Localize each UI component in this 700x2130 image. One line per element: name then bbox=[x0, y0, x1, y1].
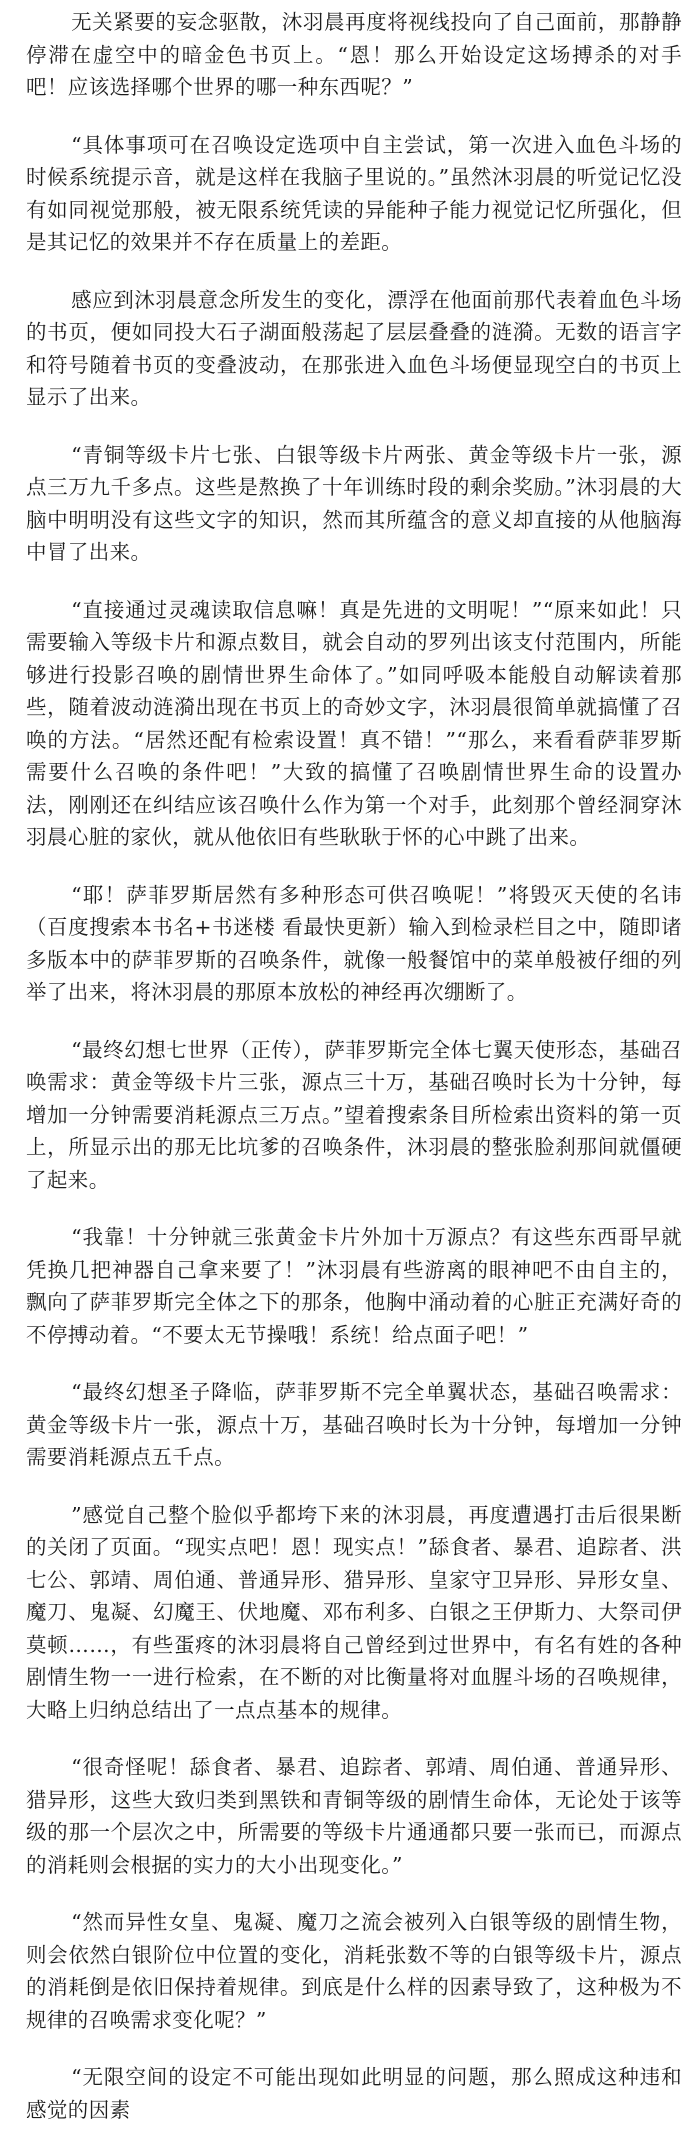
paragraph-1: 无关紧要的妄念驱散，沐羽晨再度将视线投向了自己面前，那静静停滞在虚空中的暗金色书页上。“恩！那么开始设定这场搏杀的对手吧！应该选择哪个世界的哪一种东西呢？” bbox=[26, 10, 682, 99]
paragraph-3: 感应到沐羽晨意念所发生的变化，漂浮在他面前那代表着血色斗场的书页，便如同投大石子湖面般荡起了层层叠叠的涟漪。无数的语言字和符号随着书页的变叠波动，在那张进入血色斗场便显现空白的书页上显示了出来。 bbox=[26, 287, 682, 409]
paragraph-11: “很奇怪呢！舔食者、暴君、追踪者、郭靖、周伯通、普通异形、猎异形，这些大致归类到黑铁和青铜等级的剧情生命体，无论处于该等级的那一个层次之中，所需要的等级卡片通通都只要一张而已，而源点的消耗则会根据的实力的大小出现变化。” bbox=[26, 1755, 682, 1877]
paragraph-9: “最终幻想圣子降临，萨菲罗斯不完全单翼状态，基础召唤需求：黄金等级卡片一张，源点十万，基础召唤时长为十分钟，每增加一分钟需要消耗源点五千点。 bbox=[26, 1380, 682, 1469]
paragraph-8: “我靠！十分钟就三张黄金卡片外加十万源点？有这些东西哥早就凭换几把神器自己拿来要了！”沐羽晨有些游离的眼神吧不由自主的，飘向了萨菲罗斯完全体之下的那条，他胸中涌动着的心脏正充满好奇的不停搏动着。“不要太无节操哦！系统！给点面子吧！” bbox=[26, 1225, 682, 1347]
paragraph-13: “无限空间的设定不可能出现如此明显的问题，那么照成这种违和感觉的因素 bbox=[26, 2065, 682, 2122]
paragraph-10: ”感觉自己整个脸似乎都垮下来的沐羽晨，再度遭遇打击后很果断的关闭了页面。“现实点吧！恩！现实点！”舔食者、暴君、追踪者、洪七公、郭靖、周伯通、普通异形、猎异形、皇家守卫异形、异形女皇、魔刀、鬼凝、幻魔王、伏地魔、邓布利多、白银之王伊斯力、大祭司伊莫顿……，有些蛋疼的沐羽晨将自己曾经到过世界中，有名有姓的各种剧情生物一一进行检索，在不断的对比衡量将对血腥斗场的召唤规律，大略上归纳总结出了一点点基本的规律。 bbox=[26, 1502, 682, 1722]
paragraph-2: “具体事项可在召唤设定选项中自主尝试，第一次进入血色斗场的时候系统提示音，就是这样在我脑子里说的。”虽然沐羽晨的听觉记忆没有如同视觉那般，被无限系统凭读的异能种子能力视觉记忆所强化，但是其记忆的效果并不存在质量上的差距。 bbox=[26, 132, 682, 254]
paragraph-12: “然而异性女皇、鬼凝、魔刀之流会被列入白银等级的剧情生物，则会依然白银阶位中位置的变化，消耗张数不等的白银等级卡片，源点的消耗倒是依旧保持着规律。到底是什么样的因素导致了，这种极为不规律的召唤需求变化呢？” bbox=[26, 1910, 682, 2032]
paragraph-4: “青铜等级卡片七张、白银等级卡片两张、黄金等级卡片一张，源点三万九千多点。这些是熬换了十年训练时段的剩余奖励。”沐羽晨的大脑中明明没有这些文字的知识，然而其所蕴含的意义却直接的从他脑海中冒了出来。 bbox=[26, 442, 682, 564]
paragraph-6: “耶！萨菲罗斯居然有多种形态可供召唤呢！”将毁灭天使的名讳（百度搜索本书名+书迷楼 看最快更新）输入到检录栏目之中，随即诸多版本中的萨菲罗斯的召唤条件，就像一般餐馆中的菜单般被仔细的列举了出来，将沐羽晨的那原本放松的神经再次绷断了。 bbox=[26, 882, 682, 1004]
paragraph-7: “最终幻想七世界（正传），萨菲罗斯完全体七翼天使形态，基础召唤需求：黄金等级卡片三张，源点三十万，基础召唤时长为十分钟，每增加一分钟需要消耗源点三万点。”望着搜索条目所检索出资料的第一页上，所显示出的那无比坑爹的召唤条件，沐羽晨的整张脸刹那间就僵硬了起来。 bbox=[26, 1037, 682, 1192]
paragraph-5: “直接通过灵魂读取信息嘛！真是先进的文明呢！”“原来如此！只需要输入等级卡片和源点数目，就会自动的罗列出该支付范围内，所能够进行投影召唤的剧情世界生命体了。”如同呼吸本能般自动解读着那些，随着波动涟漪出现在书页上的奇妙文字，沐羽晨很简单就搞懂了召唤的方法。“居然还配有检索设置！真不错！”“那么，来看看萨菲罗斯需要什么召唤的条件吧！”大致的搞懂了召唤剧情世界生命的设置办法，刚刚还在纠结应该召唤什么作为第一个对手，此刻那个曾经洞穿沐羽晨心脏的家伙，就从他依旧有些耿耿于怀的心中跳了出来。 bbox=[26, 597, 682, 849]
